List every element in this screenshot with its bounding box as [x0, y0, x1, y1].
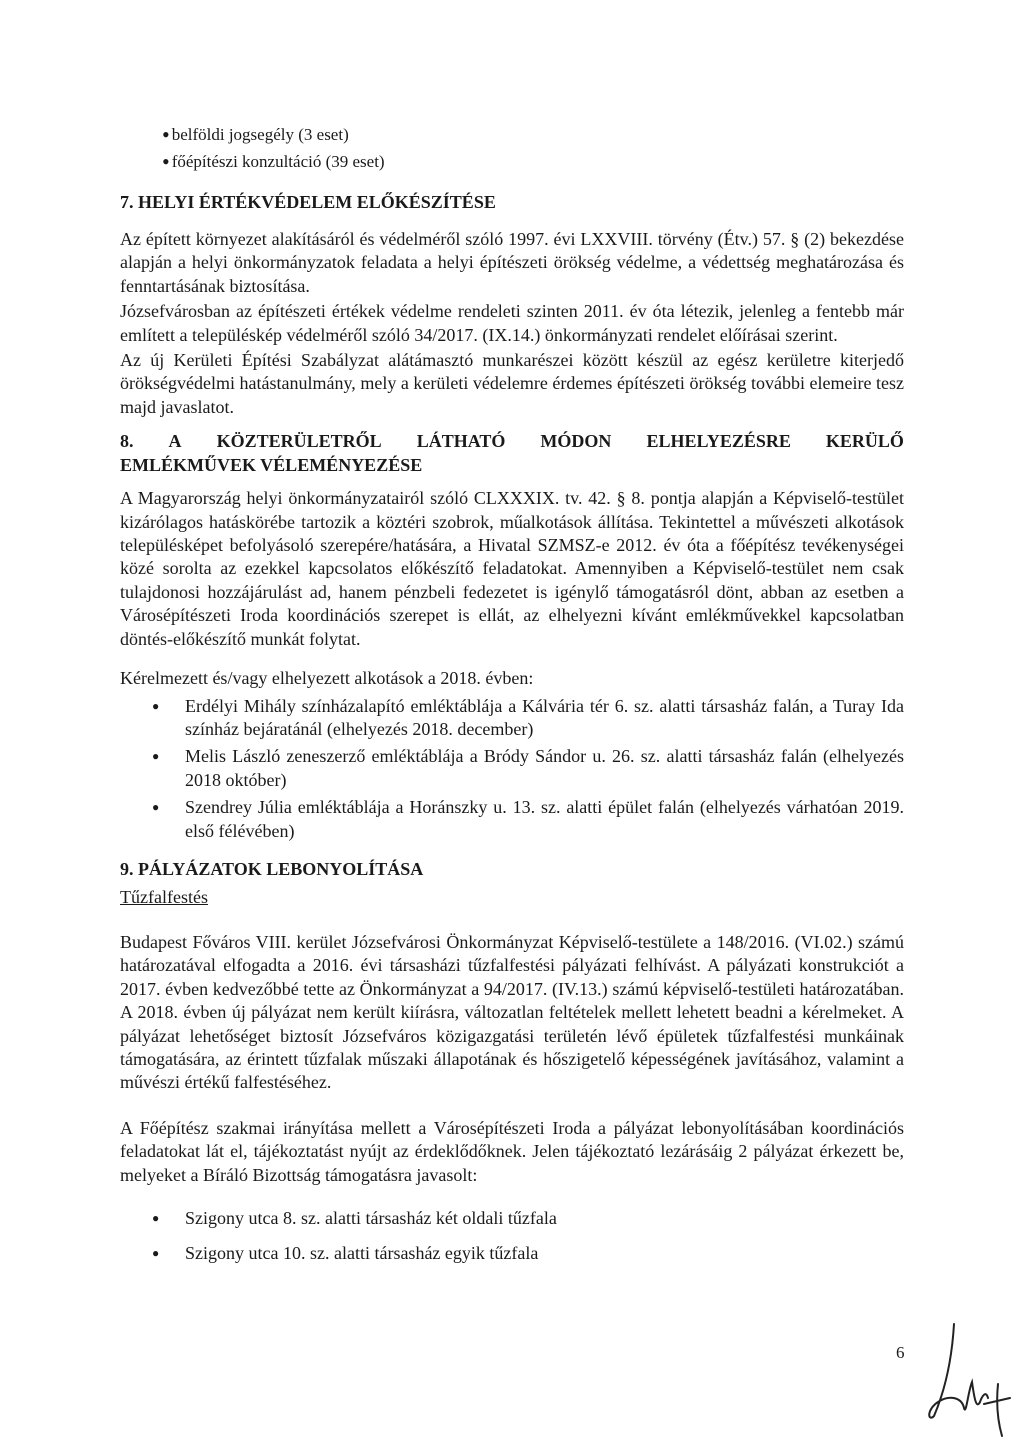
list-item: ● Szigony utca 10. sz. alatti társasház egyik tűzfala: [120, 1242, 904, 1265]
lead-bullet-list: [162, 120, 904, 174]
heading-word: KÖZTERÜLETRŐL: [216, 431, 382, 452]
section-7-paragraph-1: Az épített környezet alakításáról és védelméről szóló 1997. évi LXXVIII. törvény (Étv.) 57. § (2) bekezdése alapján a helyi önkormányzatok feladata a helyi építészeti örökség védelme, a védettség meghatározása és fenntartásának biztosítása.: [120, 229, 904, 296]
section-8-paragraph-2: Kérelmezett és/vagy elhelyezett alkotások a 2018. évben:: [120, 668, 534, 689]
heading-word: LÁTHATÓ: [416, 431, 506, 452]
heading-word: 8.: [120, 431, 134, 452]
section-7-paragraph-3: Az új Kerületi Építési Szabályzat alátámasztó munkarészei között készül az egész kerületre kiterjedő örökségvédelmi hatástanulmány, mely a kerületi védelemre érdemes építészeti örökség további elemeire tesz majd javaslatot.: [120, 350, 904, 417]
section-8-list: [120, 695, 904, 843]
lead-bullet-item: • belföldi jogsegély (3 eset): [162, 120, 904, 147]
section-9-paragraph-1: Budapest Főváros VIII. kerület Józsefvárosi Önkormányzat Képviselő-testülete a 148/2016. (VI.02.) számú határozatával elfogadta a 2016. évi társasházi tűzfalfestési pályázati felhívást. A pályázati konstrukciót a 2017. évben kedvezőbbé tette az Önkormányzat a 94/2017. (IV.13.) számú képviselő-testületi határozatában. A 2018. évben új pályázat nem került kiírásra, változatlan feltételek mellett lehetett beadni a kérelmeket. A pályázat lehetőséget biztosít Józsefváros közigazgatási területén lévő épületek tűzfalfestési munkáinak támogatására, az érintett tűzfalak műszaki állapotának és hőszigetelő képességének javításához, valamint a művészi értékű falfestéséhez.: [120, 931, 904, 1093]
lead-bullet-item: • főépítészi konzultáció (39 eset): [162, 147, 904, 174]
page-number: 6: [896, 1343, 905, 1362]
list-item: ● Melis László zeneszerző emléktáblája a Bródy Sándor u. 26. sz. alatti társasház falán (elhelyezés 2018 október): [120, 745, 904, 792]
handwritten-initials-signature: [924, 1318, 1014, 1438]
section-8-heading: [120, 429, 904, 477]
section-9-list: [120, 1207, 904, 1266]
list-item: ● Erdélyi Mihály színházalapító emléktáblája a Kálvária tér 6. sz. alatti társasház falán, a Turay Ida színház bejáratánál (elhelyezés 2018. december): [120, 695, 904, 742]
heading-word: A: [168, 431, 182, 452]
section-9-paragraph-2: A Főépítész szakmai irányítása mellett a Városépítészeti Iroda a pályázat lebonyolításában koordinációs feladatokat lát el, tájékoztatást nyújt az érdeklődőknek. Jelen tájékoztató lezárásáig 2 pályázat érkezett be, melyeket a Bíráló Bizottság támogatásra javasolt:: [120, 1117, 904, 1185]
list-item: ● Szigony utca 8. sz. alatti társasház két oldali tűzfala: [120, 1207, 904, 1230]
heading-word: ELHELYEZÉSRE: [646, 431, 791, 452]
page-content: [120, 120, 904, 1278]
section-9-subtitle: Tűzfalfestés: [120, 886, 208, 907]
section-7-heading: 7. HELYI ÉRTÉKVÉDELEM ELŐKÉSZÍTÉSE: [120, 192, 496, 212]
list-item: ● Szendrey Júlia emléktáblája a Horánszky u. 13. sz. alatti épület falán (elhelyezés várhatóan 2019. első félévében): [120, 796, 904, 843]
heading-line-2: EMLÉKMŰVEK VÉLEMÉNYEZÉSE: [120, 455, 423, 476]
heading-word: KERÜLŐ: [825, 431, 904, 452]
section-9-heading: 9. PÁLYÁZATOK LEBONYOLÍTÁSA: [120, 858, 424, 879]
section-8-paragraph-1: A Magyarország helyi önkormányzatairól szóló CLXXXIX. tv. 42. § 8. pontja alapján a Képviselő-testület kizárólagos hatáskörébe tartozik a köztéri szobrok, műalkotások állítása. Tekintettel a művészeti alkotások településképet befolyásoló szerepére/hatására, a Hivatal SZMSZ-e 2012. év óta a főépítész tevékenységei közé sorolta az ezekkel kapcsolatos előkészítő feladatokat. Amennyiben a Képviselő-testület nem csak tulajdonosi hozzájárulást ad, hanem pénzbeli fedezetet is igénylő támogatásról dönt, abban az esetben a Városépítészeti Iroda koordinációs szerepet is ellát, az elhelyezni kívánt emlékművekkel kapcsolatban döntés-előkészítő munkát folytat.: [120, 488, 904, 649]
heading-word: MÓDON: [540, 431, 612, 452]
section-7-paragraph-2: Józsefvárosban az építészeti értékek védelme rendeleti szinten 2011. év óta létezik, jelenleg a fentebb már említett a településkép védelméről szóló 34/2017. (IX.14.) önkormányzati rendelet előírásai szerint.: [120, 301, 904, 345]
